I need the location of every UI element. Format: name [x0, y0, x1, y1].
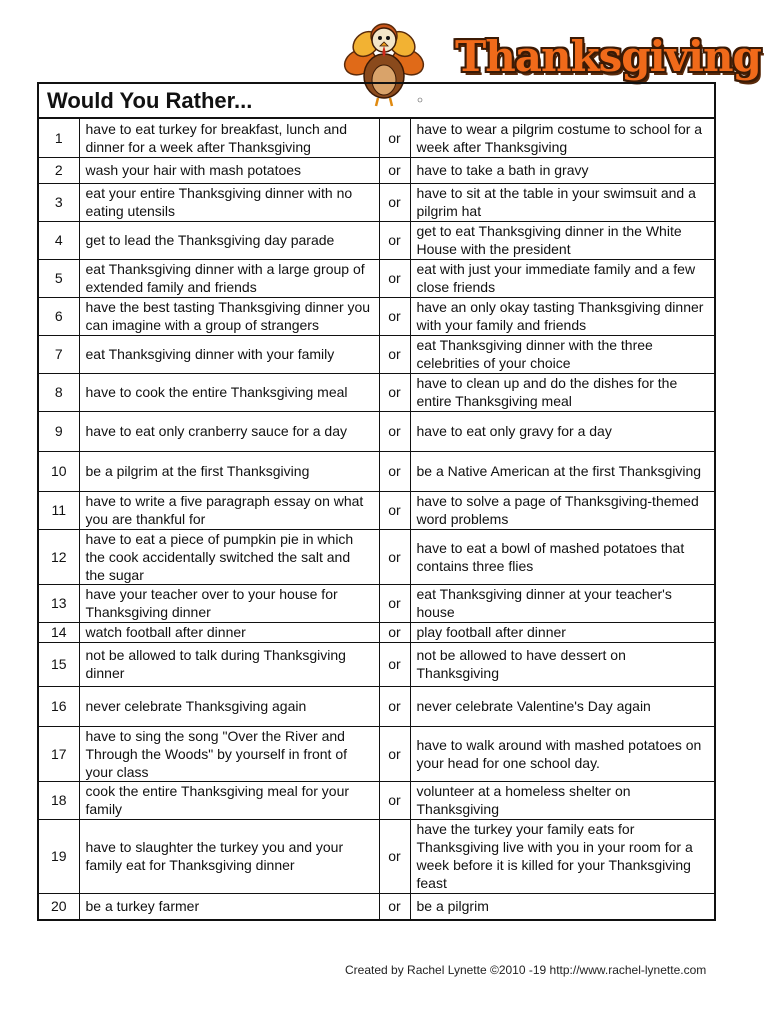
or-separator: or [379, 119, 410, 157]
table-row [39, 726, 714, 781]
row-number: 19 [39, 819, 79, 893]
or-separator: or [379, 622, 410, 642]
table-row [39, 529, 714, 584]
option-a: watch football after dinner [79, 622, 379, 642]
table-row [39, 622, 714, 642]
questions-table [39, 119, 714, 919]
row-number: 8 [39, 373, 79, 411]
row-number: 1 [39, 119, 79, 157]
table-row [39, 451, 714, 491]
option-a: have to eat turkey for breakfast, lunch and dinner for a week after Thanksgiving [79, 119, 379, 157]
option-b: be a Native American at the first Thanksgiving [410, 451, 714, 491]
option-b: have an only okay tasting Thanksgiving dinner with your family and friends [410, 297, 714, 335]
option-a: have your teacher over to your house for Thanksgiving dinner [79, 584, 379, 622]
table-row [39, 157, 714, 183]
row-number: 7 [39, 335, 79, 373]
option-a: be a turkey farmer [79, 893, 379, 919]
table-row [39, 781, 714, 819]
or-separator: or [379, 893, 410, 919]
table-row [39, 297, 714, 335]
option-a: have to eat only cranberry sauce for a day [79, 411, 379, 451]
option-a: cook the entire Thanksgiving meal for your family [79, 781, 379, 819]
table-row [39, 221, 714, 259]
option-b: have to wear a pilgrim costume to school for a week after Thanksgiving [410, 119, 714, 157]
row-number: 16 [39, 686, 79, 726]
or-separator: or [379, 642, 410, 686]
table-row [39, 373, 714, 411]
row-number: 2 [39, 157, 79, 183]
or-separator: or [379, 529, 410, 584]
option-b: eat with just your immediate family and a few close friends [410, 259, 714, 297]
footer-credit: Created by Rachel Lynette ©2010 -19 http://www.rachel-lynette.com [345, 963, 707, 977]
would-you-rather-sheet [37, 82, 716, 921]
table-row [39, 411, 714, 451]
or-separator: or [379, 726, 410, 781]
or-separator: or [379, 335, 410, 373]
row-number: 20 [39, 893, 79, 919]
option-a: have the best tasting Thanksgiving dinner you can imagine with a group of strangers [79, 297, 379, 335]
row-number: 17 [39, 726, 79, 781]
option-a: wash your hair with mash potatoes [79, 157, 379, 183]
option-a: not be allowed to talk during Thanksgiving dinner [79, 642, 379, 686]
option-a: have to slaughter the turkey you and your family eat for Thanksgiving dinner [79, 819, 379, 893]
option-a: be a pilgrim at the first Thanksgiving [79, 451, 379, 491]
sheet-title: Would You Rather... [39, 84, 714, 119]
table-row [39, 183, 714, 221]
table-row [39, 335, 714, 373]
or-separator: or [379, 451, 410, 491]
option-a: eat Thanksgiving dinner with a large group of extended family and friends [79, 259, 379, 297]
or-separator: or [379, 686, 410, 726]
option-b: have to eat only gravy for a day [410, 411, 714, 451]
table-row [39, 119, 714, 157]
option-a: have to sing the song "Over the River and Through the Woods" by yourself in front of your class [79, 726, 379, 781]
row-number: 9 [39, 411, 79, 451]
row-number: 15 [39, 642, 79, 686]
option-b: have to eat a bowl of mashed potatoes that contains three flies [410, 529, 714, 584]
or-separator: or [379, 819, 410, 893]
option-b: get to eat Thanksgiving dinner in the White House with the president [410, 221, 714, 259]
row-number: 12 [39, 529, 79, 584]
option-a: eat Thanksgiving dinner with your family [79, 335, 379, 373]
option-b: have to sit at the table in your swimsuit and a pilgrim hat [410, 183, 714, 221]
option-a: have to eat a piece of pumpkin pie in which the cook accidentally switched the salt and the sugar [79, 529, 379, 584]
table-row [39, 584, 714, 622]
or-separator: or [379, 157, 410, 183]
row-number: 10 [39, 451, 79, 491]
option-b: have to walk around with mashed potatoes on your head for one school day. [410, 726, 714, 781]
row-number: 4 [39, 221, 79, 259]
table-row [39, 819, 714, 893]
option-b: have the turkey your family eats for Thanksgiving live with you in your room for a week before it is killed for your Thanksgiving feast [410, 819, 714, 893]
option-b: have to take a bath in gravy [410, 157, 714, 183]
or-separator: or [379, 491, 410, 529]
table-row [39, 259, 714, 297]
option-b: not be allowed to have dessert on Thanksgiving [410, 642, 714, 686]
or-separator: or [379, 411, 410, 451]
option-a: have to write a five paragraph essay on what you are thankful for [79, 491, 379, 529]
row-number: 18 [39, 781, 79, 819]
thanksgiving-logo-title: Thanksgiving [455, 32, 761, 81]
option-b: be a pilgrim [410, 893, 714, 919]
row-number: 5 [39, 259, 79, 297]
option-a: eat your entire Thanksgiving dinner with no eating utensils [79, 183, 379, 221]
or-separator: or [379, 781, 410, 819]
or-separator: or [379, 183, 410, 221]
or-separator: or [379, 297, 410, 335]
table-row [39, 893, 714, 919]
option-b: have to solve a page of Thanksgiving-themed word problems [410, 491, 714, 529]
option-b: have to clean up and do the dishes for the entire Thanksgiving meal [410, 373, 714, 411]
row-number: 11 [39, 491, 79, 529]
option-a: have to cook the entire Thanksgiving meal [79, 373, 379, 411]
table-row [39, 642, 714, 686]
or-separator: or [379, 584, 410, 622]
table-row [39, 686, 714, 726]
or-separator: or [379, 259, 410, 297]
option-a: get to lead the Thanksgiving day parade [79, 221, 379, 259]
option-a: never celebrate Thanksgiving again [79, 686, 379, 726]
or-separator: or [379, 373, 410, 411]
table-row [39, 491, 714, 529]
option-b: never celebrate Valentine's Day again [410, 686, 714, 726]
option-b: eat Thanksgiving dinner at your teacher's house [410, 584, 714, 622]
or-separator: or [379, 221, 410, 259]
option-b: eat Thanksgiving dinner with the three celebrities of your choice [410, 335, 714, 373]
option-b: play football after dinner [410, 622, 714, 642]
option-b: volunteer at a homeless shelter on Thanksgiving [410, 781, 714, 819]
row-number: 13 [39, 584, 79, 622]
row-number: 6 [39, 297, 79, 335]
row-number: 14 [39, 622, 79, 642]
row-number: 3 [39, 183, 79, 221]
